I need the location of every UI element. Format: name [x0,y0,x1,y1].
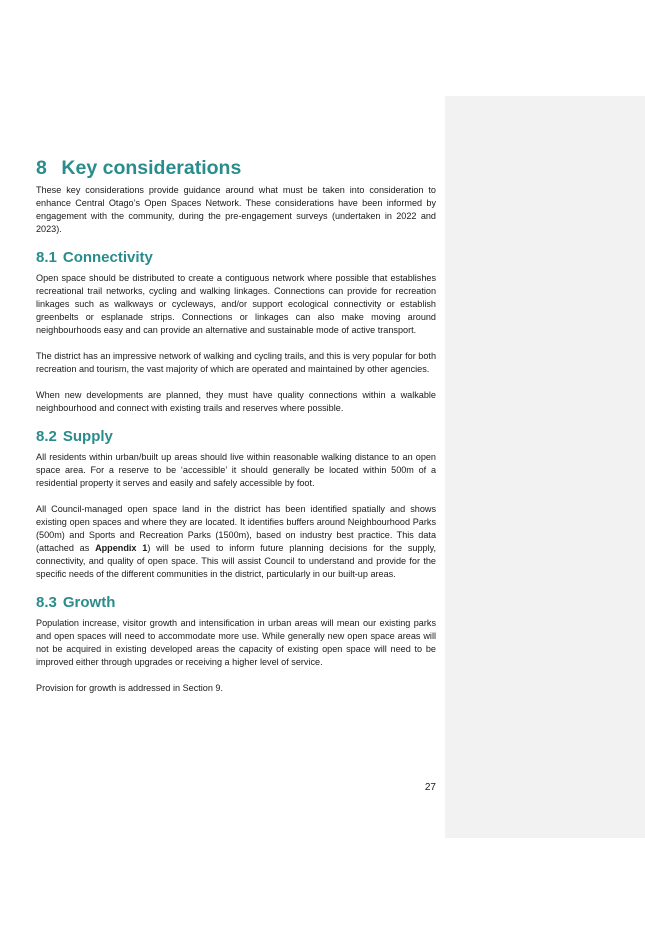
connectivity-paragraph-1: Open space should be distributed to create a contiguous network where possible that establishes recreational trail networks, cycling and walking linkages. Connections can provide for recreation linkages such as walkways or cycleways, and/or support ecological connectivity or establish greenbelts or esplanade strips. Connections or linkages can also make moving around neighbourhoods easy and can provide an alternative and sustainable mode of active transport. [36,273,436,335]
page-number: 27 [424,782,436,793]
supply-text-after: ) will be used to inform future planning decisions for the supply, connectivity, and quality of open space. This will assist Council to understand and provide for the specific needs of the different communities in the district, particularly in our built-up areas. [36,543,437,579]
subsection-title: Supply [62,428,113,445]
subsection-heading-growth [36,593,436,613]
subsection-title: Growth [62,594,116,611]
subsection-title: Connectivity [62,249,153,266]
comment-margin-panel [445,96,645,838]
subsection-number: 8.1 [36,249,57,266]
section-title: Key considerations [61,157,242,179]
subsection-heading-supply [36,427,436,447]
section-intro: These key considerations provide guidance around what must be taken into consideration to enhance Central Otago’s Open Spaces Network. These considerations have been informed by engagement with the community, during the pre-engagement surveys (undertaken in 2022 and 2023). [36,185,436,234]
connectivity-paragraph-3: When new developments are planned, they must have quality connections within a walkable neighbourhood and connect with existing trails and reserves where possible. [36,390,436,413]
section-heading [36,156,436,180]
appendix-reference: Appendix 1 [95,543,148,553]
page-content [36,156,436,695]
connectivity-paragraph-2: The district has an impressive network of walking and cycling trails, and this is very popular for both recreation and tourism, the vast majority of which are operated and maintained by other agencies. [36,351,436,374]
supply-paragraph-1: All residents within urban/built up areas should live within reasonable walking distance to an open space area. For a reserve to be ‘accessible’ it should generally be located within 500m of a residential property it serves and easily and safely accessible by foot. [36,452,436,488]
subsection-number: 8.2 [36,428,57,445]
section-number: 8 [36,157,47,179]
supply-paragraph-2 [36,503,436,581]
subsection-number: 8.3 [36,594,57,611]
subsection-heading-connectivity [36,248,436,268]
growth-paragraph-2: Provision for growth is addressed in Section 9. [36,683,224,693]
growth-paragraph-1: Population increase, visitor growth and intensification in urban areas will mean our existing parks and open spaces will need to accommodate more use. While generally new open space areas will not be acquired in existing developed areas the capacity of existing open space will need to be improved either through upgrades or receiving a higher level of service. [36,618,436,667]
supply-text-before: All Council-managed open space land in the district has been identified spatially and shows existing open spaces and where they are located. It identifies buffers around Neighbourhood Parks (500m) and Sports and Recreation Parks (1500m), based on industry best practice. This data (attached as [36,504,436,553]
